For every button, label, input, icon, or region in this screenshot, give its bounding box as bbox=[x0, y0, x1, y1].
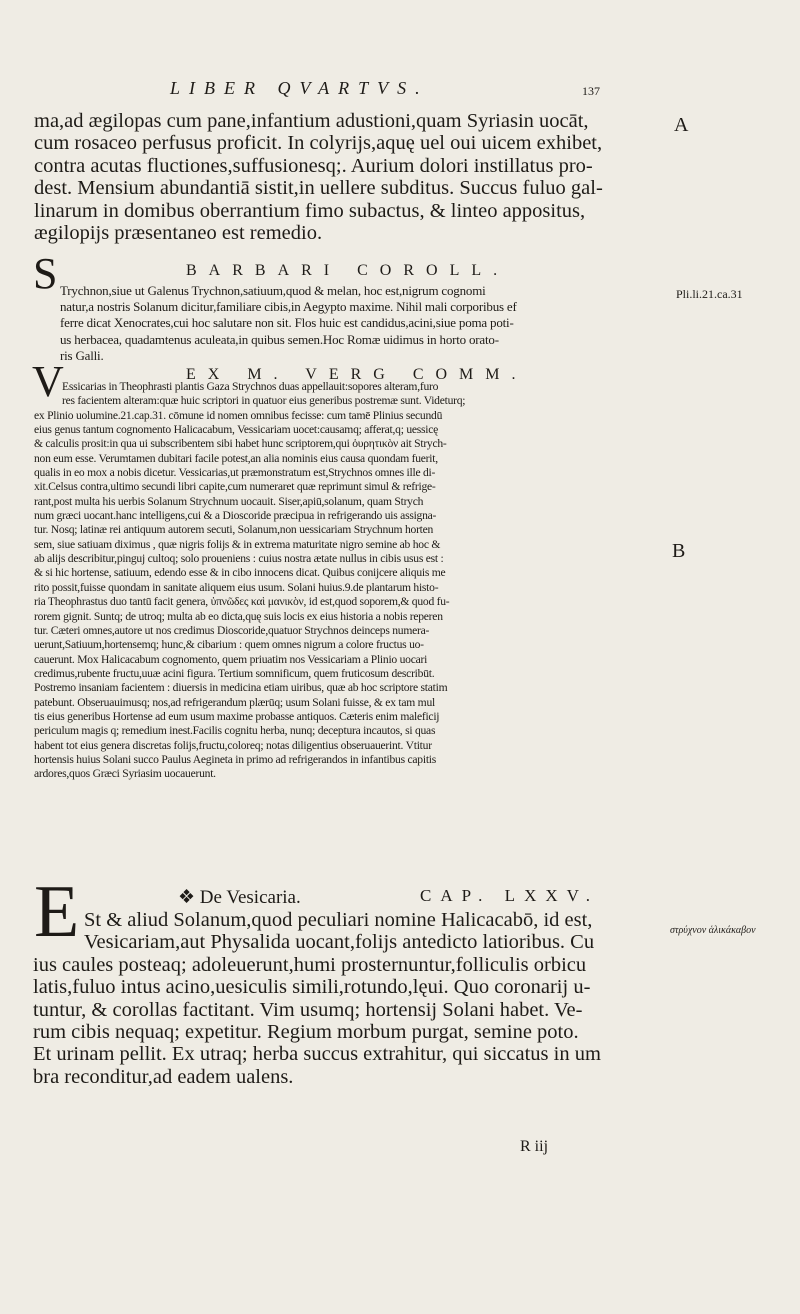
chapter-number: CAP. LXXV. bbox=[420, 886, 599, 905]
text-line: cauerunt. Mox Halicacabum cognomento, quem priuatim nos Vessicariam a Plinio uocari bbox=[34, 652, 428, 666]
text-line: patebunt. Obseruauimusq; nos,ad refrigerandum plærūq; usum Solani fuisse, & ex tam mul bbox=[34, 695, 435, 709]
drop-cap-v: V bbox=[32, 357, 64, 406]
margin-greek-note: στρύχνον ἁλικάκαβον bbox=[670, 925, 756, 936]
text-line: ex Plinio uolumine.21.cap.31. cōmune id nomen omnibus fecisse: cum tamē Plinius secundū bbox=[34, 408, 443, 422]
text-line: xit.Celsus contra,ultimo secundi libri capite,cum numeraret quæ reprimunt simul & refrige- bbox=[34, 480, 436, 494]
text-line: Essicarias in Theophrasti plantis Gaza Strychnos duas appellauit:sopores alteram,furo bbox=[62, 380, 439, 393]
text-line: cum rosaceo perfusus proficit. In colyrijs,aquę uel oui uicem exhibet, bbox=[34, 132, 603, 155]
catchword-signature: R iij bbox=[520, 1138, 549, 1155]
text-line: uerunt,Satiuum,hortensemq; hunc,& cibarium : quem omnes nigrum a colore fructus uo- bbox=[34, 638, 424, 652]
text-line: Vesicariam,aut Physalida uocant,folijs antedicto latioribus. Cu bbox=[84, 931, 595, 954]
text-line: eius genus tantum cognomento Halicacabum, Vessicariam uocet:causamq; afferat,q; uessicę bbox=[34, 423, 439, 437]
text-line: ris Galli. bbox=[60, 347, 104, 363]
text-line: ma,ad ægilopas cum pane,infantium adustioni,quam Syriasin uocāt, bbox=[34, 110, 589, 132]
text-line: hortensis huius Solani succo Paulus Aegineta in primo ad refrigerandos in infantibus capitis bbox=[34, 752, 437, 766]
text-line: num græci uocant.hanc intelligens,cui & a Dioscoride præcipua in refrigerando uis assigna- bbox=[34, 509, 437, 523]
text-line: credimus,rubente fructu,uuæ acini figura. Tertium somnificum, quem fruticosum describūt. bbox=[34, 666, 435, 680]
text-line: ius caules posteaq; adoleuerunt,humi prosternuntur,folliculis orbicu bbox=[33, 953, 587, 976]
text-line: ardores,quos Græci Syriasim uocauerunt. bbox=[34, 767, 216, 781]
text-line: ferre dicat Xenocrates,cui hoc salutare non sit. Flos huic est candidus,acini,siue poma poti- bbox=[60, 315, 514, 331]
text-line: rito possit,fuisse quondam in sanitate aliquem eius usum. Solani huius.9.de plantarum histo- bbox=[34, 580, 439, 594]
text-line: latis,fuluo intus acino,uesiculis simili,rotundo,lęui. Quo coronarij u- bbox=[33, 976, 591, 999]
text-line: habent tot eius genera discretas folijs,fructu,coloreq; notas diligentius obseruauerint. Vtitur bbox=[34, 738, 432, 752]
text-line: Postremo insaniam facientem : diuersis in medicina etiam uiribus, quæ ab hoc scriptore statim bbox=[34, 681, 448, 695]
chapter-paragraph-indented bbox=[84, 909, 664, 954]
text-line: rant,post multa his uerbis Solanum Strychnum uocauit. Siser,apiū,solanum, quam Strych bbox=[34, 494, 424, 508]
text-line: tur. Nosq; latinæ rei antiquum autorem secuti, Solanum,non uessicariam Strychnum horten bbox=[34, 523, 434, 537]
text-line: us herbacea, quadamtenus aculeata,in quibus semen.Hoc Romæ uidimus in horto orato- bbox=[60, 331, 499, 347]
text-line: tis eius generibus Hortense ad eum usum maxime probasse antiquos. Cæteris enim maleficij bbox=[34, 709, 440, 723]
text-line: tuntur, & corollas factitant. Vim usumq; hortensij Solani habet. Ve- bbox=[33, 998, 583, 1021]
text-line: non eum esse. Verumtamen dubitari facile potest,an alia nominis eius causa quondam fuerit, bbox=[34, 451, 438, 465]
text-line: res facientem alteram:quæ huic scriptori in quatuor eius generibus postremæ sunt. Videturq; bbox=[62, 394, 466, 408]
text-line: linarum in domibus oberrantium fimo subactus, & linteo appositus, bbox=[34, 199, 586, 222]
text-line: ria Theophrastus duo tantū facit genera, ὑπνῶδες καὶ μανικὸν, id est,quod soporem,& quod fu- bbox=[34, 595, 450, 609]
drop-cap-s: S bbox=[33, 249, 58, 298]
margin-reference: Pli.li.21.ca.31 bbox=[676, 287, 743, 301]
chapter-title-text: De Vesicaria. bbox=[199, 887, 301, 908]
section-heading-vergil: EX M. VERG COMM. bbox=[186, 366, 528, 383]
barbari-paragraph bbox=[60, 283, 660, 364]
text-line: periculum magis q; remedium inest.Facilis cognitu herba, nunq; deceptura incautos, si quas bbox=[34, 724, 436, 738]
chapter-paragraph bbox=[33, 954, 663, 1088]
text-line: Et urinam pellit. Ex utraq; herba succus extrahitur, qui siccatus in um bbox=[33, 1043, 601, 1066]
margin-letter-b: B bbox=[672, 540, 686, 562]
text-line: tur. Cæteri omnes,autore ut nos credimus Dioscoride,quatuor Strychnos deinceps numera- bbox=[34, 623, 430, 637]
opening-paragraph bbox=[34, 110, 662, 244]
text-line: St & aliud Solanum,quod peculiari nomine Halicacabō, id est, bbox=[84, 909, 593, 931]
vergil-paragraph-cont bbox=[34, 409, 662, 782]
text-line: & calculis prosit:in qua ui subscribentem sibi habet hunc scriptorem,qui ὀυρητικὸν ait Strych- bbox=[34, 437, 447, 451]
text-line: Trychnon,siue ut Galenus Trychnon,satiuum,quod & melan, hoc est,nigrum cognomi bbox=[60, 283, 486, 298]
section-heading-barbari: BARBARI COROLL. bbox=[186, 262, 510, 279]
text-line: & si hic hortense, satiuum, edendo esse & in cibo innocens dicat. Quibus conijcere aliquis me bbox=[34, 566, 446, 580]
running-head: LIBER QVARTVS. bbox=[170, 78, 429, 98]
vergil-paragraph bbox=[62, 380, 662, 409]
text-line: rorem gignit. Suntq; de utroq; multa ab eo dicta,quę suis locis ex eius historia a nobis reperen bbox=[34, 609, 443, 623]
text-line: natur,a nostris Solanum dicitur,familiare cibis,in Aegypto maxime. Nihil mali corporibus ef bbox=[60, 299, 517, 315]
drop-cap-e: E bbox=[34, 871, 80, 953]
margin-letter-a: A bbox=[674, 114, 689, 136]
text-line: bra reconditur,ad eadem ualens. bbox=[33, 1065, 294, 1088]
text-line: qualis in eo mox a nobis dicetur. Vessicarias,ut præmonstratum est,Strychnos omnes ille di- bbox=[34, 466, 436, 480]
text-line: contra acutas fluctiones,suffusionesq;. Aurium dolori instillatus pro- bbox=[34, 154, 593, 177]
text-line: rum cibis nequaq; expetitur. Regium morbum purgat, semine poto. bbox=[33, 1021, 579, 1044]
text-line: ab alijs describitur,pinguj cultoq; solo proueniens : cuius nostra ætate nullus in cibis usus est : bbox=[34, 552, 444, 566]
folio-number: 137 bbox=[582, 84, 600, 98]
text-line: sem, siue satiuam diximus , quæ nigris folijs & in extrema maturitate nigro semine ab hoc & bbox=[34, 537, 441, 551]
text-line: ægilopijs præsentaneo est remedio. bbox=[34, 222, 323, 245]
chapter-title: ❖ De Vesicaria. bbox=[178, 887, 301, 908]
text-line: dest. Mensium abundantiā sistit,in uellere subditus. Succus fuluo gal- bbox=[34, 177, 603, 200]
